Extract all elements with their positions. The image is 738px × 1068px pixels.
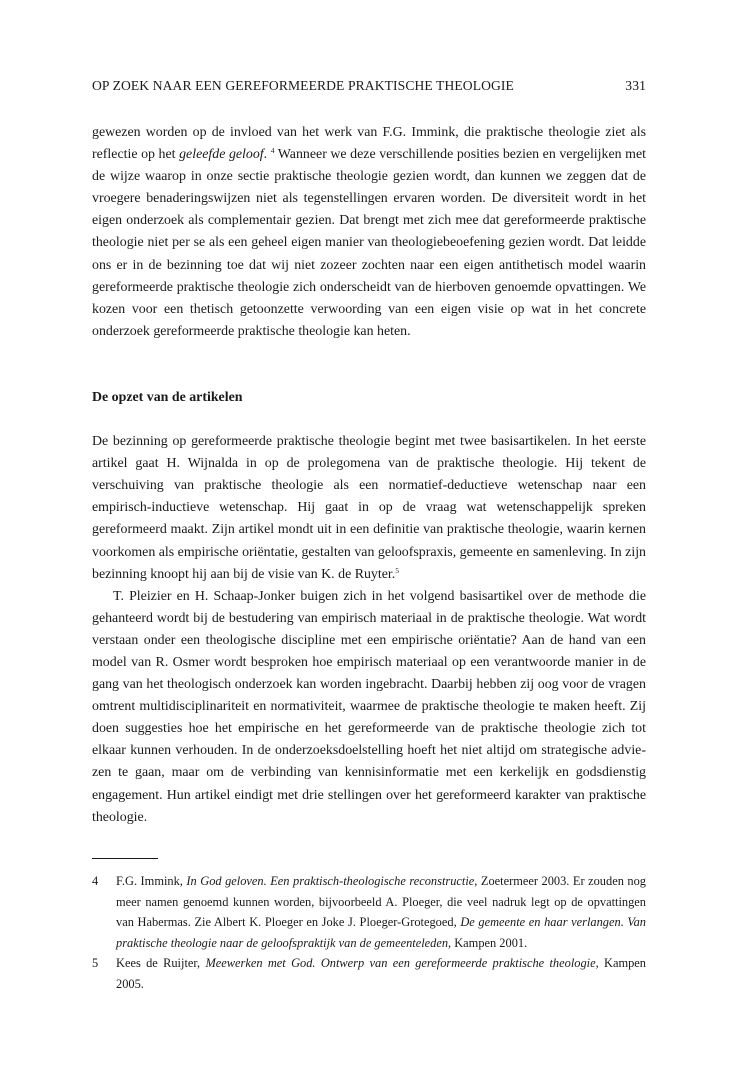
text-run: . [263, 147, 271, 163]
paragraph [92, 431, 646, 586]
text-run: Kees de Ruijter, [116, 956, 206, 971]
text-run: , Zoetermeer 2003. Er zouden nog meer namen genoemd kunnen worden, bijvoorbeeld A. Ploeger, die veel nadruk legt op de opvattingen van Habermas. Zie Albert K. Ploeger en Joke J. Ploeger-Grotegoed, [116, 874, 646, 930]
text-run: F.G. Immink, [116, 874, 187, 888]
footnote-separator [92, 858, 158, 859]
footnote-number: 5 [92, 956, 99, 971]
running-header [92, 78, 646, 94]
section-heading: De opzet van de artikelen [92, 389, 243, 405]
footnote-text [116, 953, 646, 994]
footnotes [92, 858, 646, 995]
footnote [92, 953, 646, 994]
italic-title: De gemeente en haar verlangen. Van praktische theologie naar de geloofspraktijk van de gemeenteleden, [116, 915, 646, 950]
footnote-number: 4 [92, 874, 99, 888]
page-number: 331 [625, 78, 646, 93]
paragraph [92, 122, 646, 343]
footnote [92, 871, 646, 953]
text-run: gewezen worden op de invloed van het werk van F.G. Immink, die praktische theologie ziet als reflectie op het [92, 125, 646, 163]
running-title: OP ZOEK NAAR EEN GEREFORMEERDE PRAKTISCHE THEOLOGIE [92, 78, 514, 93]
italic-phrase: geleefde geloof [179, 147, 264, 163]
footnote-reference: 5 [395, 565, 399, 575]
text-run: , Kampen 2005. [116, 956, 647, 991]
text-run: Wanneer we deze verschillende posities bezien en vergelijken met de wijze waarop in onze sectie praktische theologie gezien wordt, dan kunnen we zeggen dat de vroegere benaderingswijzen niet als tegenstellingen ervaren worden. De diversiteit wordt in het eigen onderzoek als complementair gezien. Dat brengt met zich mee dat gereformeerde praktische theologie niet per se als een geheel eigen manier van theologiebeoefening gezien wordt. Dat leidde ons er in de bezinning toe dat wij niet zozeer zochten naar een eigen antithetisch model waarin gereformeerde praktische theologie zich onderscheidt van de hierboven genoemde opvattingen. We kozen voor een thetisch getoonzette verwoording van een eigen visie op wat in het concrete onderzoek gereformeerde praktische theologie kan heten. [92, 147, 646, 339]
paragraph: T. Pleizier en H. Schaap-Jonker buigen zich in het volgend basisartikel over de methode die gehanteerd wordt bij de bestudering van empirisch materiaal in de praktische theologie. Wat wordt verstaan onder een theologische discipline met een empirische oriëntatie? Aan de hand van een model van R. Osmer wordt besproken hoe empirisch materiaal op een verantwoorde manier in de gang van het theologisch onderzoek kan worden ingebracht. Daarbij hebben zij oog voor de vragen omtrent multidisciplinariteit en normativiteit, waarmee de praktische theologie te maken heeft. Zij doen suggesties hoe het empirische en het gereformeerde van de praktische theologie zich tot elkaar kunnen verhouden. In de onderzoeksdoelstelling hoeft het niet altijd om strategische adviezen te gaan, maar om de verbinding van kennisinformatie met een kerkelijk en godsdienstig engagement. Hun artikel eindigt met drie stellingen over het gereformeerd karakter van praktische theologie. [92, 588, 646, 825]
italic-title: In God geloven. Een praktisch-theologische reconstructie [186, 874, 475, 888]
footnote-reference: 4 [270, 146, 275, 156]
text-run: De bezinning op gereformeerde praktische theologie begint met twee basisartikelen. In het eerste artikel gaat H. Wijnalda in op de prolegomena van de praktische theologie. Hij tekent de verschuiving van praktische theologie als een normatief-deductieve wetenschap naar een empirisch-inductieve wetenschap. Hij gaat in op de vraag wat wetenschappelijk spreken gereformeerd maakt. Zijn artikel mondt uit in een definitie van praktische theologie, waarin kernen voorkomen als empirische oriëntatie, gestalten van geloofspraxis, gemeente en samenleving. In zijn bezinning knoopt hij aan bij de visie van K. de Ruyter. [92, 434, 646, 582]
text-run: Kampen 2001. [451, 935, 528, 950]
footnote-text [116, 871, 646, 953]
main-text [92, 122, 646, 829]
italic-title: Meewerken met God. Ontwerp van een gereformeerde praktische theologie [205, 956, 596, 971]
